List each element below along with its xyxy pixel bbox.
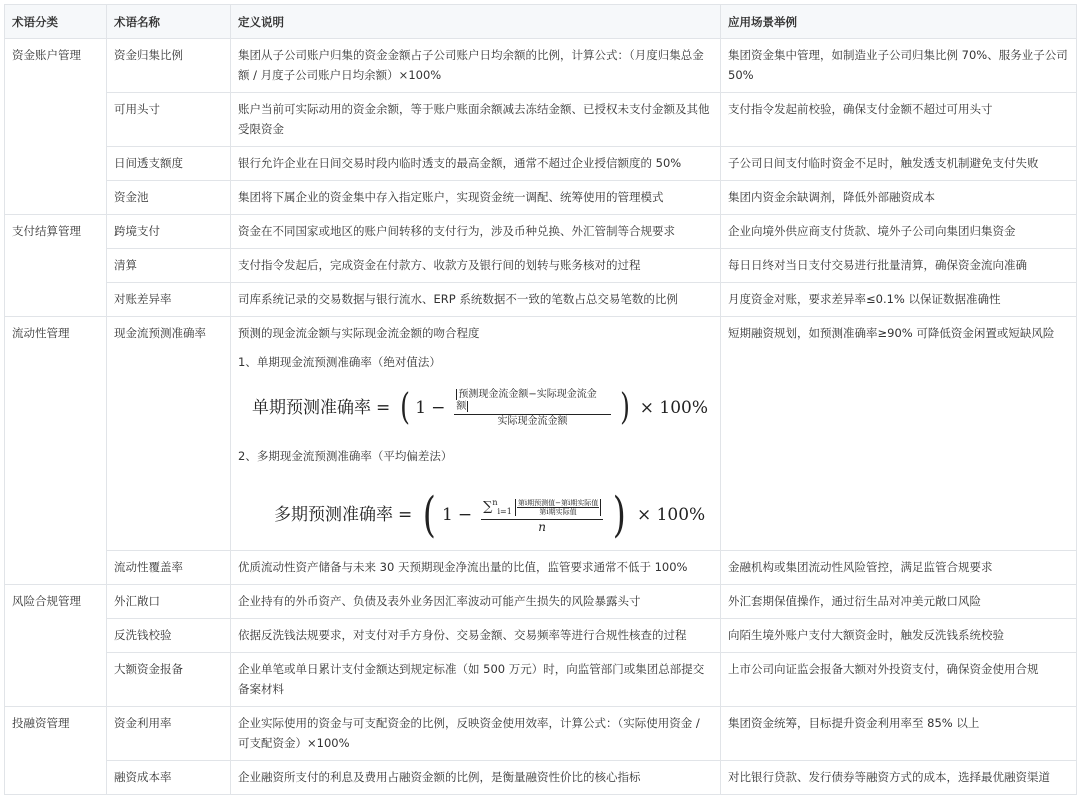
category-cell: 资金账户管理: [5, 39, 107, 215]
term-cell: 融资成本率: [107, 761, 231, 795]
formula-2-tail: × 100%: [636, 505, 706, 525]
category-cell: 风险合规管理: [5, 585, 107, 707]
application-cell: 对比银行贷款、发行债券等融资方式的成本，选择最优融资渠道: [721, 761, 1077, 795]
term-cell: 清算: [107, 249, 231, 283]
sum-symbol: ∑$^n_{i=1}$: [483, 498, 512, 516]
definition-cell: [231, 317, 721, 551]
right-paren: ): [613, 487, 627, 543]
term-cell: 现金流预测准确率: [107, 317, 231, 551]
formula-2-inner-numerator: 第i期预测值−第i期实际值: [517, 498, 599, 507]
definition-cell: 司库系统记录的交易数据与银行流水、ERP 系统数据不一致的笔数占总交易笔数的比例: [231, 283, 721, 317]
term-cell: 跨境支付: [107, 215, 231, 249]
term-cell: 日间透支额度: [107, 147, 231, 181]
application-cell: 短期融资规划，如预测准确率≥90% 可降低资金闲置或短缺风险: [721, 317, 1077, 551]
term-cell: 对账差异率: [107, 283, 231, 317]
formula-1-tail: × 100%: [639, 398, 709, 418]
left-paren: (: [423, 487, 437, 543]
category-cell: 支付结算管理: [5, 215, 107, 317]
formula-2-one: 1: [441, 505, 453, 525]
formula-1-one: 1: [415, 398, 427, 418]
table-row: [5, 39, 1077, 93]
table-row: [5, 317, 1077, 551]
formula-1-denominator: 实际现金流金额: [497, 415, 568, 427]
formula-1-fraction: [454, 389, 610, 428]
formula-2-denominator: n: [538, 519, 546, 534]
formula-2-lhs: 多期预测准确率: [274, 505, 393, 525]
category-cell: 流动性管理: [5, 317, 107, 585]
formula-1-numerator: 预测现金流金额−实际现金流金额: [456, 388, 597, 412]
definition-cell: 企业持有的外币资产、负债及表外业务因汇率波动可能产生损失的风险暴露头寸: [231, 585, 721, 619]
term-cell: 外汇敞口: [107, 585, 231, 619]
definition-cell: 银行允许企业在日间交易时段内临时透支的最高金额，通常不超过企业授信额度的 50%: [231, 147, 721, 181]
table-row: [5, 147, 1077, 181]
application-cell: 外汇套期保值操作，通过衍生品对冲美元敞口风险: [721, 585, 1077, 619]
formula-1-caption: 1、单期现金流预测准确率（绝对值法）: [238, 355, 441, 369]
term-cell: 可用头寸: [107, 93, 231, 147]
definition-cell: 账户当前可实际动用的资金余额，等于账户账面余额减去冻结金额、已授权未支付金额及其他受限资金: [231, 93, 721, 147]
table-row: [5, 249, 1077, 283]
formula-2-inner-fraction: [515, 499, 601, 516]
table-row: [5, 619, 1077, 653]
application-cell: 子公司日间支付临时资金不足时，触发透支机制避免支付失败: [721, 147, 1077, 181]
definition-cell: 企业单笔或单日累计支付金额达到规定标准（如 500 万元）时，向监管部门或集团总部提交备案材料: [231, 653, 721, 707]
application-cell: 月度资金对账，要求差异率≤0.1% 以保证数据准确性: [721, 283, 1077, 317]
application-cell: 向陌生境外账户支付大额资金时，触发反洗钱系统校验: [721, 619, 1077, 653]
equals-sign: =: [375, 398, 391, 418]
left-paren: (: [400, 387, 411, 428]
definition-cell: 集团将下属企业的资金集中存入指定账户，实现资金统一调配、统筹使用的管理模式: [231, 181, 721, 215]
application-cell: 上市公司向证监会报备大额对外投资支付，确保资金使用合规: [721, 653, 1077, 707]
table-row: [5, 283, 1077, 317]
application-cell: 金融机构或集团流动性风险管控，满足监管合规要求: [721, 551, 1077, 585]
table-row: [5, 215, 1077, 249]
formula-single-period: [252, 384, 713, 432]
term-cell: 资金池: [107, 181, 231, 215]
term-table: [4, 4, 1077, 795]
header-category: 术语分类: [5, 5, 107, 39]
minus-sign: −: [431, 398, 446, 418]
definition-cell: 资金在不同国家或地区的账户间转移的支付行为，涉及币种兑换、外汇管制等合规要求: [231, 215, 721, 249]
header-definition: 定义说明: [231, 5, 721, 39]
definition-cell: 依据反洗钱法规要求，对支付对手方身份、交易金额、交易频率等进行合规性核查的过程: [231, 619, 721, 653]
definition-cell: 企业实际使用的资金与可支配资金的比例，反映资金使用效率，计算公式：（实际使用资金 / 可支配资金）×100%: [231, 707, 721, 761]
application-cell: 每日日终对当日支付交易进行批量清算，确保资金流向准确: [721, 249, 1077, 283]
table-row: [5, 551, 1077, 585]
definition-cell: 优质流动性资产储备与未来 30 天预期现金净流出量的比值，监管要求通常不低于 100%: [231, 551, 721, 585]
header-application: 应用场景举例: [721, 5, 1077, 39]
term-cell: 流动性覆盖率: [107, 551, 231, 585]
category-cell: 投融资管理: [5, 707, 107, 795]
term-cell: 资金利用率: [107, 707, 231, 761]
term-cell: 大额资金报备: [107, 653, 231, 707]
application-cell: 企业向境外供应商支付货款、境外子公司向集团归集资金: [721, 215, 1077, 249]
definition-cell: 企业融资所支付的利息及费用占融资金额的比例，是衡量融资性价比的核心指标: [231, 761, 721, 795]
header-term: 术语名称: [107, 5, 231, 39]
formula-1-lhs: 单期预测准确率: [252, 398, 371, 418]
table-row: [5, 653, 1077, 707]
application-cell: 集团资金集中管理，如制造业子公司归集比例 70%、服务业子公司 50%: [721, 39, 1077, 93]
application-cell: 支付指令发起前校验，确保支付金额不超过可用头寸: [721, 93, 1077, 147]
definition-cell: 支付指令发起后，完成资金在付款方、收款方及银行间的划转与账务核对的过程: [231, 249, 721, 283]
table-row: [5, 707, 1077, 761]
term-cell: 资金归集比例: [107, 39, 231, 93]
term-cell: 反洗钱校验: [107, 619, 231, 653]
table-container: [4, 4, 1076, 795]
right-paren: ): [619, 387, 630, 428]
formula-2-fraction: [481, 497, 603, 533]
table-row: [5, 585, 1077, 619]
minus-sign: −: [457, 505, 473, 525]
formula-2-inner-denominator: 第i期实际值: [539, 507, 577, 516]
table-row: [5, 761, 1077, 795]
table-row: [5, 181, 1077, 215]
application-cell: 集团资金统筹，目标提升资金利用率至 85% 以上: [721, 707, 1077, 761]
definition-cell: 集团从子公司账户归集的资金金额占子公司账户日均余额的比例，计算公式：（月度归集总金额 / 月度子公司账户日均余额）×100%: [231, 39, 721, 93]
application-cell: 集团内资金余缺调剂，降低外部融资成本: [721, 181, 1077, 215]
definition-text: 预测的现金流金额与实际现金流金额的吻合程度: [238, 326, 480, 340]
formula-2-caption: 2、多期现金流预测准确率（平均偏差法）: [238, 449, 453, 463]
equals-sign: =: [398, 505, 413, 525]
header-row: [5, 5, 1077, 39]
table-row: [5, 93, 1077, 147]
formula-multi-period: [274, 486, 713, 544]
